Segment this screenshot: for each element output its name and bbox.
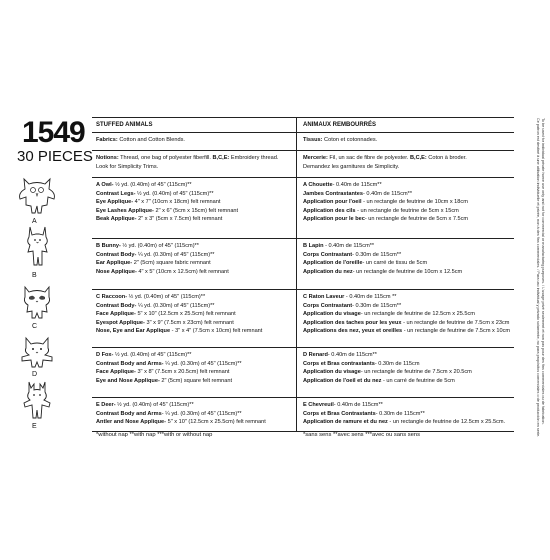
text-line: Application des taches pour les yeux - un rectangle de feutrine de 7.5cm x 23cm xyxy=(303,319,510,326)
text-line: Eye Lashes Applique- 2" x 6" (5cm x 15cm) felt remnant xyxy=(96,207,239,214)
fox-figure xyxy=(16,335,58,371)
text-line: Eyespot Applique- 3" x 9" (7.5cm x 23cm) felt remnant xyxy=(96,319,234,326)
view-label-a: A xyxy=(32,218,37,225)
text-line: Nose, Eye and Ear Applique - 3" x 4" (7.5cm x 10cm) felt remnant xyxy=(96,328,263,335)
table-row-raccoon xyxy=(92,290,514,348)
text-line: B Bunny- ½ yd. (0.40m) of 45" (115cm)** xyxy=(96,243,199,249)
text-line: Corps et Bras Contrastants- 0.30m de 115cm** xyxy=(303,410,425,417)
text-line: Nose Applique- 4" x 5" (10cm x 12.5cm) felt remnant xyxy=(96,268,229,275)
view-label-b: B xyxy=(32,272,37,279)
pattern-number: 1549 xyxy=(22,116,85,149)
text-line: Application de ramure et du nez - un rectangle de feutrine de 12.5cm x 25.5cm. xyxy=(303,419,506,426)
text-line: Application pour le bec- un rectangle de feutrine de 5cm x 7.5cm xyxy=(303,216,469,223)
view-label-e: E xyxy=(32,423,37,430)
text-line: Contrast Body and Arms- ¼ yd. (0.30m) of 45" (115cm)** xyxy=(96,410,242,417)
raccoon-en xyxy=(92,290,297,347)
table-row-fox xyxy=(92,348,514,398)
text-line: Contrast Body- ¼ yd. (0.30m) of 45" (115cm)** xyxy=(96,302,215,309)
text-line: Application du visage- un rectangle de feutrine de 12.5cm x 25.5cm xyxy=(303,311,475,318)
text-line: C Raton Laveur - 0.40m de 115cm ** xyxy=(303,294,397,300)
side-note xyxy=(521,118,545,448)
text-line: Eye Applique- 4" x 7" (10cm x 18cm) felt remnant xyxy=(96,199,221,206)
footer-en: *without nap **with nap ***with or without nap xyxy=(96,432,213,438)
text-line: Contrast Body- ¼ yd. (0.30m) of 45" (115cm)** xyxy=(96,251,215,258)
fabrics-fr xyxy=(297,133,514,150)
fox-fr xyxy=(297,348,514,397)
text-line: Application du visage- un rectangle de feutrine de 7.5cm x 20.5cm xyxy=(303,369,472,376)
raccoon-fr xyxy=(297,290,514,347)
text-line: Face Applique- 5" x 10" (12.5cm x 25.5cm) felt remnant xyxy=(96,311,236,318)
table-row-notions xyxy=(92,151,514,178)
owl-en xyxy=(92,178,297,238)
text-line: D Renard- 0.40m de 115cm** xyxy=(303,352,377,358)
text-line: Corps Contrastant- 0.30m de 115cm** xyxy=(303,251,402,258)
text-line: Application pour l'oeil - un rectangle de feutrine de 10cm x 18cm xyxy=(303,199,468,206)
text-line: D Fox- ½ yd. (0.40m) of 45" (115cm)** xyxy=(96,352,192,358)
text-line: Applications des nez, yeux et oreilles - un rectangle de feutrine de 7.5cm x 10cm xyxy=(303,328,511,335)
text-line: C Raccoon- ½ yd. (0.40m) of 45" (115cm)** xyxy=(96,294,206,300)
bunny-en xyxy=(92,239,297,289)
text-line: Antler and Nose Applique- 5" x 10" (12.5cm x 25.5cm) felt remnant xyxy=(96,419,266,426)
text-line: Corps et Bras contrastants- 0.30m de 115cm xyxy=(303,360,420,367)
text-line: Jambes Contrastantes- 0.40m de 115cm** xyxy=(303,190,413,197)
text-line: Eye and Nose Applique- 2" (5cm) square felt remnant xyxy=(96,377,233,384)
view-label-d: D xyxy=(32,371,38,378)
text-line: Face Applique- 3" x 8" (7.5cm x 20.5cm) felt remnant xyxy=(96,369,230,376)
materials-table xyxy=(92,117,514,447)
text-line: A Chouette- 0.40m de 115cm** xyxy=(303,182,382,188)
footer-fr: *sans sens **avec sens ***avec ou sans sens xyxy=(303,432,420,438)
table-row-owl xyxy=(92,178,514,239)
table-row-deer xyxy=(92,398,514,432)
text-line: Fabrics: Cotton and Cotton Blends. xyxy=(96,137,185,143)
view-label-c: C xyxy=(32,323,38,330)
table-row-bunny xyxy=(92,239,514,290)
raccoon-figure xyxy=(16,282,58,322)
text-line: E Chevreuil- 0.40m de 115cm** xyxy=(303,402,383,408)
owl-figure xyxy=(14,175,60,215)
deer-figure xyxy=(14,380,60,424)
text-line: Tissus: Coton et cotonnades. xyxy=(303,137,378,143)
text-line: Contrast Body and Arms- ¼ yd. (0.30m) of 45" (115cm)** xyxy=(96,360,242,367)
text-line: Beak Applique- 2" x 3" (5cm x 7.5cm) felt remnant xyxy=(96,216,223,223)
fox-en xyxy=(92,348,297,397)
owl-fr xyxy=(297,178,514,238)
text-line: Application du nez- un rectangle de feutrine de 10cm x 12.5cm xyxy=(303,268,463,275)
text-line: A Owl- ½ yd. (0.40m) of 45" (115cm)** xyxy=(96,182,192,188)
text-line: Application de l'oreille- un carré de tissu de 5cm xyxy=(303,260,428,267)
text-line: Application de l'oeil et du nez - un carré de feutrine de 5cm xyxy=(303,377,455,384)
bunny-figure xyxy=(18,225,58,270)
text-line: Notions: Thread, one bag of polyester fiberfill. B,C,E: Embroidery thread. xyxy=(96,155,279,161)
text-line: B Lapin - 0.40m de 115cm** xyxy=(303,243,375,249)
deer-en xyxy=(92,398,297,431)
text-line: Ear Applique- 2" (5cm) square fabric remnant xyxy=(96,260,211,267)
fabrics-en xyxy=(92,133,297,150)
bunny-fr xyxy=(297,239,514,289)
table-row-fabrics xyxy=(92,133,514,151)
header-fr: ANIMAUX REMBOURRÉS xyxy=(303,122,377,128)
deer-fr xyxy=(297,398,514,431)
table-header-row xyxy=(92,118,514,133)
text-line: Demandez les garnitures de Simplicity. xyxy=(303,163,400,170)
text-line: Corps Contrastant- 0.30m de 115cm** xyxy=(303,302,402,309)
notions-en xyxy=(92,151,297,177)
notions-fr xyxy=(297,151,514,177)
text-line: Application des cils - un rectangle de feutrine de 5cm x 15cm xyxy=(303,207,459,214)
side-note-en: To be used for individual private home use only and not for commercial or manufacturing purposes. / L'usage privé seulement et non pas pour des fins commerciales ou de fabrication. xyxy=(541,118,545,425)
text-line: E Deer- ½ yd. (0.40m) of 45" (115cm)** xyxy=(96,402,194,408)
text-line: Mercerie: Fil, un sac de fibre de polyester. B,C,E: Coton à broder. xyxy=(303,155,467,161)
pattern-pieces: 30 PIECES xyxy=(17,148,93,165)
text-line: Contrast Legs- ½ yd. (0.40m) of 45" (115cm)** xyxy=(96,190,214,197)
header-en: STUFFED ANIMALS xyxy=(92,118,297,132)
text-line: Look for Simplicity Trims. xyxy=(96,163,159,170)
side-note-fr: Ce patron est destiné à une utilisation individuelle et privée, non à des fins commerciales. / Para uso individual y privado solamente, no para propósitos comerciales o de producción en serie. xyxy=(536,118,540,438)
